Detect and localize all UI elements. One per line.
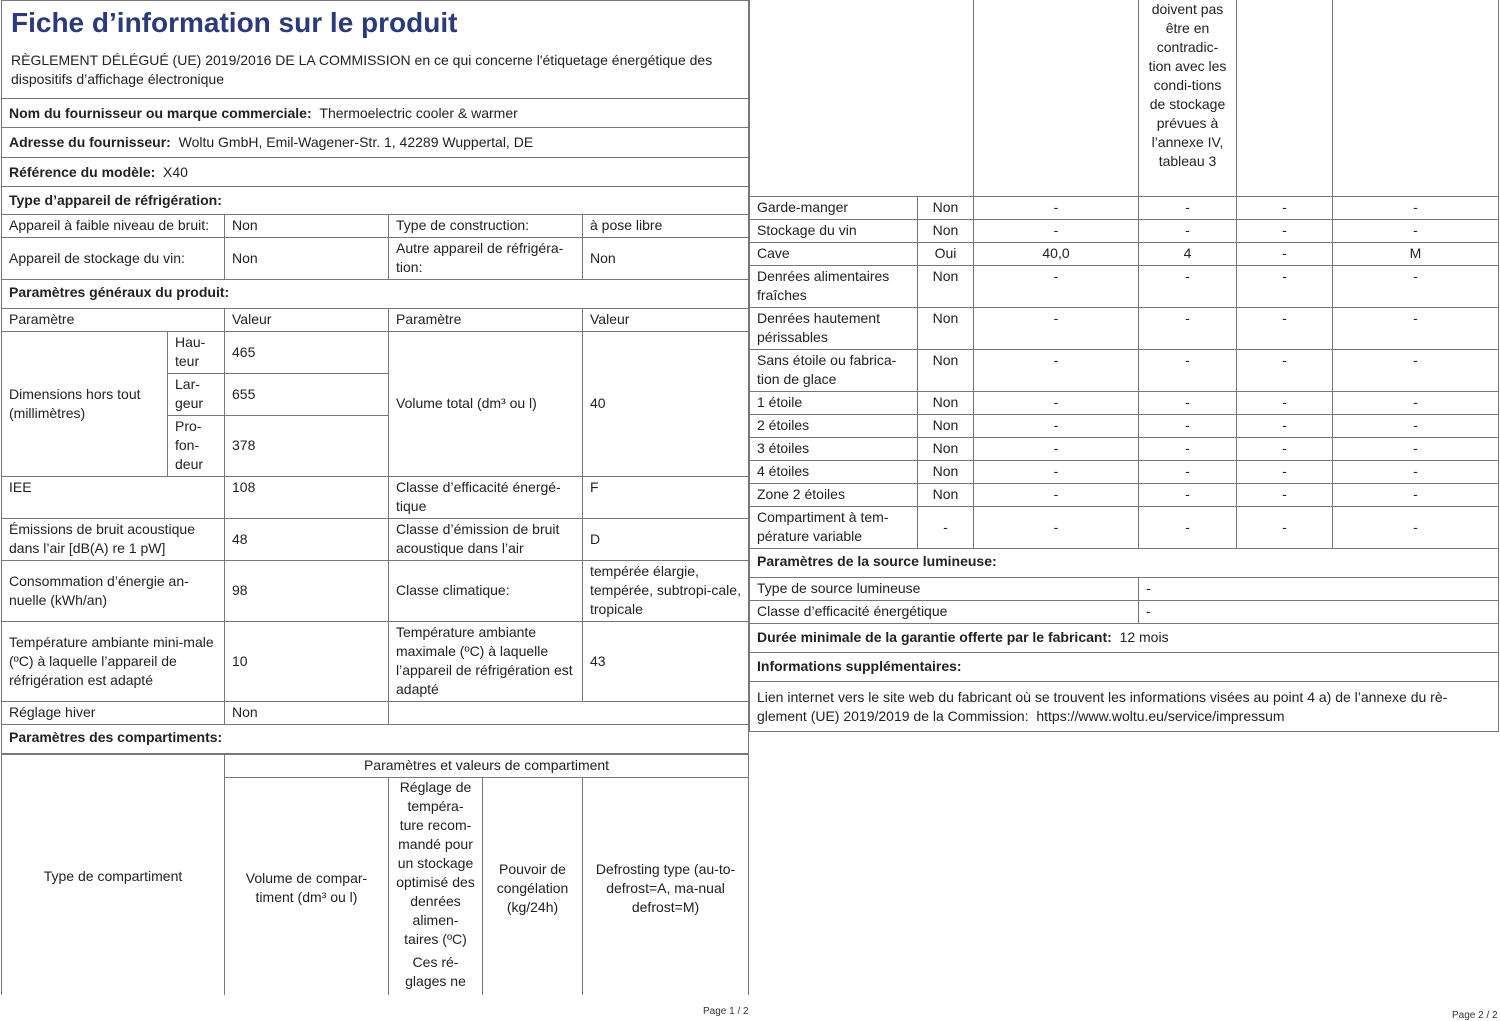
compartments-table	[749, 0, 1499, 549]
compartment-temp: -	[1139, 483, 1237, 506]
compartment-volume: -	[974, 460, 1139, 483]
recommended-temp-text: Réglage de tempéra-ture recom-mandé pour un stockage optimisé des denrées alimen-taires (ºC)	[396, 778, 475, 947]
col-defrost-type: Defrosting type (au-to-defrost=A, ma-nual defrost=M)	[583, 777, 749, 999]
dimensions-label: Dimensions hors tout (millimètres)	[2, 331, 168, 476]
compartment-present: Oui	[918, 242, 974, 265]
iee-value: 108	[225, 476, 389, 518]
winter-label: Réglage hiver	[2, 701, 225, 724]
compartment-present: Non	[918, 265, 974, 307]
col-freezing-capacity: Pouvoir de congélation (kg/24h)	[483, 777, 583, 999]
compartment-temp: -	[1139, 307, 1237, 349]
compartment-temp: -	[1139, 196, 1237, 219]
light-heading: Paramètres de la source lumineuse:	[750, 549, 1499, 578]
compartment-freeze: -	[1237, 349, 1333, 391]
compartment-present: Non	[918, 349, 974, 391]
compartment-temp: -	[1139, 219, 1237, 242]
page-title: Fiche d’information sur le produit	[2, 1, 749, 45]
compartment-temp: -	[1139, 349, 1237, 391]
supplier-row	[2, 98, 749, 127]
compartment-freeze: -	[1237, 460, 1333, 483]
compartments-heading: Paramètres des compartiments:	[2, 724, 749, 753]
compartment-name: Compartiment à tem-pérature variable	[750, 506, 918, 548]
wine-label: Appareil de stockage du vin:	[2, 237, 225, 279]
warranty-row	[750, 624, 1499, 653]
table-row	[750, 414, 1499, 437]
compartment-name: Stockage du vin	[750, 219, 918, 242]
compartment-name: 1 étoile	[750, 391, 918, 414]
manufacturer-link[interactable]: https://www.woltu.eu/service/impressum	[1036, 708, 1285, 724]
compartment-temp: -	[1139, 460, 1237, 483]
col-recommended-temp	[389, 777, 483, 999]
light-table	[749, 549, 1499, 733]
device-type-heading: Type d’appareil de réfrigération:	[2, 186, 749, 214]
page-1-bottom-margin	[0, 995, 749, 1021]
compartment-name: 2 étoiles	[750, 414, 918, 437]
compartment-defrost: -	[1333, 483, 1499, 506]
light-type-label: Type de source lumineuse	[750, 578, 1139, 601]
compartment-present: Non	[918, 196, 974, 219]
info-table	[1, 0, 749, 754]
low-noise-label: Appareil à faible niveau de bruit:	[2, 214, 225, 237]
low-noise-value: Non	[225, 214, 389, 237]
compartment-volume: -	[974, 437, 1139, 460]
header-continuation-volume	[974, 0, 1139, 196]
compartment-present: Non	[918, 437, 974, 460]
min-temp-value: 10	[225, 621, 389, 701]
regulation-text: RÈGLEMENT DÉLÉGUÉ (UE) 2019/2016 DE LA COMMISSION en ce qui concerne l'étiquetage énergétique des dispositifs d’affichage électronique	[2, 45, 749, 99]
table-row	[750, 265, 1499, 307]
col-param-1: Paramètre	[2, 308, 225, 331]
compartment-present: Non	[918, 391, 974, 414]
climate-label: Classe climatique:	[389, 560, 583, 621]
construction-value: à pose libre	[583, 214, 749, 237]
compartment-volume: 40,0	[974, 242, 1139, 265]
construction-label: Type de construction:	[389, 214, 583, 237]
compartment-name: 3 étoiles	[750, 437, 918, 460]
supplier-value: Thermoelectric cooler & warmer	[319, 104, 518, 121]
volume-label: Volume total (dm³ ou l)	[389, 331, 583, 476]
energy-label: Consommation d’énergie an-nuelle (kWh/an)	[2, 560, 225, 621]
table-row	[750, 196, 1499, 219]
eff-class-value: F	[583, 476, 749, 518]
compartment-name: Sans étoile ou fabrica-tion de glace	[750, 349, 918, 391]
table-row	[750, 391, 1499, 414]
general-heading: Paramètres généraux du produit:	[2, 279, 749, 308]
col-compartment-volume: Volume de compar-timent (dm³ ou l)	[225, 777, 389, 999]
compartment-volume: -	[974, 483, 1139, 506]
compartment-present: Non	[918, 307, 974, 349]
header-continuation-freeze	[1237, 0, 1333, 196]
other-value: Non	[583, 237, 749, 279]
col-value-1: Valeur	[225, 308, 389, 331]
table-row	[750, 307, 1499, 349]
table-row	[750, 506, 1499, 548]
compartment-defrost: -	[1333, 196, 1499, 219]
compartment-freeze: -	[1237, 437, 1333, 460]
compartment-freeze: -	[1237, 391, 1333, 414]
height-value: 465	[225, 331, 389, 373]
volume-value: 40	[583, 331, 749, 476]
compartment-defrost: -	[1333, 307, 1499, 349]
noise-label: Émissions de bruit acoustique dans l’air [dB(A) re 1 pW]	[2, 518, 225, 560]
winter-value: Non	[225, 701, 389, 724]
compartment-volume: -	[974, 506, 1139, 548]
compartment-temp: -	[1139, 265, 1237, 307]
eff-class-label: Classe d’efficacité énergé-tique	[389, 476, 583, 518]
additional-heading: Informations supplémentaires:	[750, 653, 1499, 682]
empty-cell	[389, 701, 749, 724]
compartment-temp: -	[1139, 391, 1237, 414]
address-label: Adresse du fournisseur:	[9, 133, 171, 150]
warranty-label: Durée minimale de la garantie offerte par le fabricant:	[757, 629, 1112, 645]
table-row	[750, 242, 1499, 265]
table-row	[750, 219, 1499, 242]
compartment-group-header: Paramètres et valeurs de compartiment	[225, 754, 749, 777]
header-continuation-defrost	[1333, 0, 1499, 196]
depth-label: Pro-fon-deur	[168, 415, 225, 476]
energy-value: 98	[225, 560, 389, 621]
compartment-temp: -	[1139, 506, 1237, 548]
address-value: Woltu GmbH, Emil-Wagener-Str. 1, 42289 Wuppertal, DE	[178, 133, 534, 150]
recommended-temp-note-cont: doivent pas être en contradic-tion avec les condi-tions de stockage prévues à l’annexe IV, tableau 3	[1139, 0, 1237, 196]
model-row	[2, 157, 749, 186]
noise-class-label: Classe d’émission de bruit acoustique dans l’air	[389, 518, 583, 560]
compartment-freeze: -	[1237, 414, 1333, 437]
page-1	[0, 0, 749, 1000]
compartment-name: Denrées alimentaires fraîches	[750, 265, 918, 307]
compartment-name: Cave	[750, 242, 918, 265]
compartment-volume: -	[974, 219, 1139, 242]
compartment-defrost: -	[1333, 460, 1499, 483]
compartment-present: Non	[918, 460, 974, 483]
compartment-volume: -	[974, 307, 1139, 349]
light-class-label: Classe d’efficacité énergétique	[750, 601, 1139, 624]
table-row	[750, 349, 1499, 391]
table-row	[750, 460, 1499, 483]
width-value: 655	[225, 373, 389, 415]
compartment-freeze: -	[1237, 307, 1333, 349]
compartment-name: 4 étoiles	[750, 460, 918, 483]
warranty-value: 12 mois	[1119, 629, 1169, 645]
compartment-freeze: -	[1237, 219, 1333, 242]
climate-value: tempérée élargie, tempérée, subtropi-cale, tropicale	[583, 560, 749, 621]
compartment-defrost: -	[1333, 391, 1499, 414]
noise-value: 48	[225, 518, 389, 560]
compartment-defrost: -	[1333, 414, 1499, 437]
depth-value: 378	[225, 415, 389, 476]
compartment-freeze: -	[1237, 506, 1333, 548]
page-number-2: Page 2 / 2	[1452, 1010, 1498, 1021]
compartment-rows	[750, 196, 1499, 548]
compartment-name: Zone 2 étoiles	[750, 483, 918, 506]
compartment-defrost: M	[1333, 242, 1499, 265]
max-temp-label: Température ambiante maximale (ºC) à laquelle l’appareil de réfrigération est adapté	[389, 621, 583, 701]
header-continuation-type	[750, 0, 974, 196]
compartment-present: -	[918, 506, 974, 548]
supplier-label: Nom du fournisseur ou marque commerciale:	[9, 104, 312, 121]
other-label: Autre appareil de réfrigéra-tion:	[389, 237, 583, 279]
table-row	[750, 483, 1499, 506]
min-temp-label: Température ambiante mini-male (ºC) à laquelle l’appareil de réfrigération est adapté	[2, 621, 225, 701]
light-type-value: -	[1139, 578, 1499, 601]
compartment-name: Denrées hautement périssables	[750, 307, 918, 349]
compartment-freeze: -	[1237, 265, 1333, 307]
compartment-present: Non	[918, 414, 974, 437]
compartment-present: Non	[918, 219, 974, 242]
additional-info	[750, 682, 1499, 732]
compartment-volume: -	[974, 265, 1139, 307]
compartment-freeze: -	[1237, 242, 1333, 265]
address-row	[2, 127, 749, 157]
compartment-defrost: -	[1333, 437, 1499, 460]
compartment-freeze: -	[1237, 483, 1333, 506]
width-label: Lar-geur	[168, 373, 225, 415]
compartment-defrost: -	[1333, 265, 1499, 307]
compartments-header-table	[1, 754, 749, 1000]
height-label: Hau-teur	[168, 331, 225, 373]
col-value-2: Valeur	[583, 308, 749, 331]
compartment-temp: 4	[1139, 242, 1237, 265]
compartment-defrost: -	[1333, 219, 1499, 242]
compartment-volume: -	[974, 349, 1139, 391]
col-param-2: Paramètre	[389, 308, 583, 331]
page-2	[749, 0, 1500, 732]
iee-label: IEE	[2, 476, 225, 518]
light-class-value: -	[1139, 601, 1499, 624]
compartment-volume: -	[974, 196, 1139, 219]
compartment-defrost: -	[1333, 506, 1499, 548]
compartment-freeze: -	[1237, 196, 1333, 219]
wine-value: Non	[225, 237, 389, 279]
compartment-defrost: -	[1333, 349, 1499, 391]
compartment-name: Garde-manger	[750, 196, 918, 219]
max-temp-value: 43	[583, 621, 749, 701]
page-number-1: Page 1 / 2	[703, 1006, 749, 1017]
recommended-temp-note: Ces ré-glages ne	[405, 953, 466, 989]
compartment-volume: -	[974, 391, 1139, 414]
table-row	[750, 437, 1499, 460]
noise-class-value: D	[583, 518, 749, 560]
additional-text: Lien internet vers le site web du fabricant où se trouvent les informations visées au point 4 a) de l’annexe du rè-glement (UE) 2019/2019 de la Commission:	[757, 689, 1448, 724]
model-value: X40	[163, 163, 188, 180]
model-label: Référence du modèle:	[9, 163, 156, 180]
compartment-temp: -	[1139, 437, 1237, 460]
compartment-present: Non	[918, 483, 974, 506]
compartment-temp: -	[1139, 414, 1237, 437]
compartment-volume: -	[974, 414, 1139, 437]
col-compartment-type: Type de compartiment	[2, 754, 225, 999]
